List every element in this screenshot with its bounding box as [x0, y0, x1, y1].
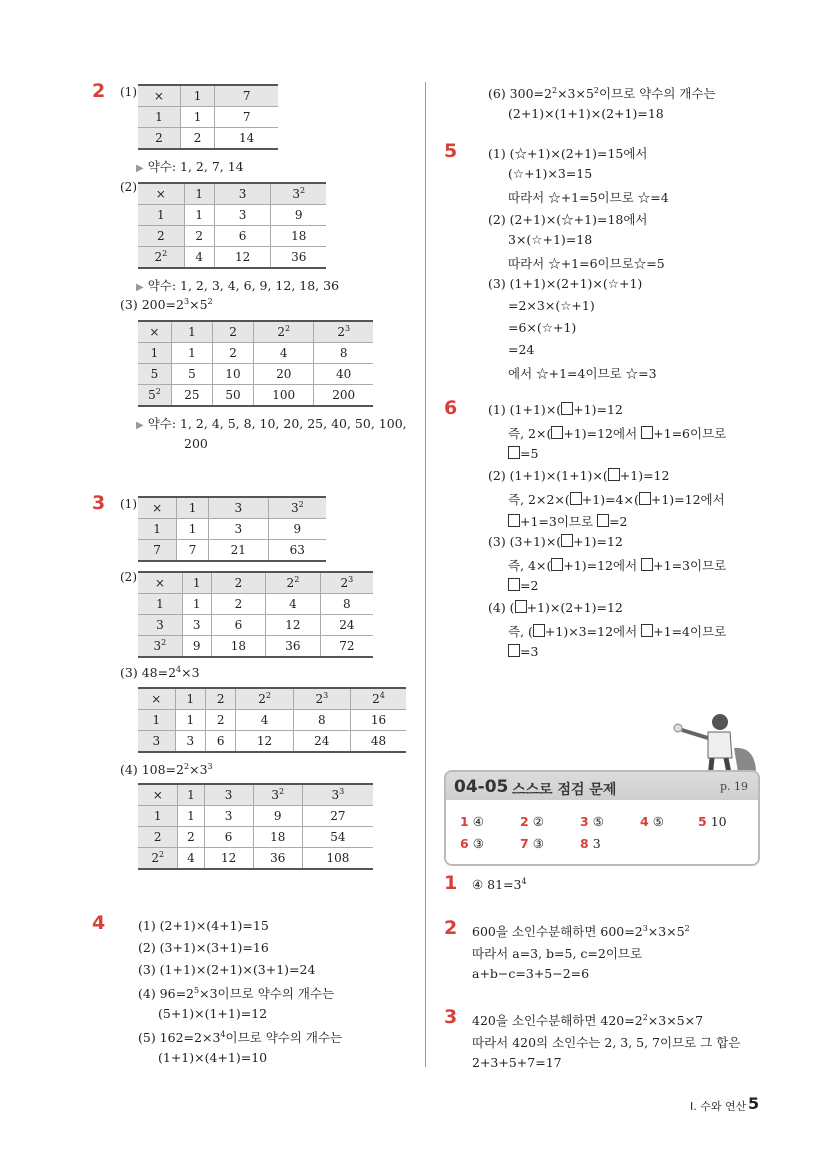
footer-section-title: I. 수와 연산 — [690, 1100, 747, 1113]
q5-line: 3×(☆+1)=18 — [508, 232, 593, 247]
self-check-3-number: 3 — [444, 1006, 458, 1028]
blank-box-icon — [561, 402, 573, 415]
q6-line: 즉, 2×2×( +1)=4×( +1)=12에서 — [508, 492, 725, 507]
answer-item: 4 ⑤ — [640, 814, 664, 829]
q6-line: =5 — [508, 446, 538, 461]
blank-box-icon — [508, 644, 520, 657]
q4-part6-line-1: (6) $300=2^2\times 3\times 5^2$이므로 약수의 개수는 — [488, 86, 716, 101]
q6-line: =3 — [508, 644, 538, 659]
answer-item: 6 ③ — [460, 836, 484, 851]
self-check-box — [444, 770, 760, 866]
self-check-3-line-1: 420을 소인수분해하면 $420=2^2\times 3\times 5\times 7$ — [472, 1013, 704, 1028]
q4-line-7: (1+1)×(4+1)=10 — [158, 1050, 268, 1065]
blank-box-icon — [561, 534, 573, 547]
blank-box-icon — [515, 600, 527, 613]
question-4-number: 4 — [92, 912, 106, 934]
q2-part2-divisors: ▶ 약수: 1, 2, 3, 4, 6, 9, 12, 18, 36 — [136, 278, 340, 293]
answer-item: 5 10 — [698, 814, 727, 829]
blank-box-icon — [533, 624, 545, 637]
q3-part2-table: × 1 2 $2^2$ $2^3$ 1 1 2 4 8 3 3 6 12 24 $3^2$ 9 18 36 72 — [138, 571, 373, 658]
blank-box-icon — [508, 514, 520, 527]
q5-line: =24 — [508, 342, 535, 357]
q6-line: 즉, ( +1)×3=12에서 +1=4이므로 — [508, 624, 727, 639]
question-2-number: 2 — [92, 80, 106, 102]
table-row — [138, 85, 278, 107]
self-check-code: 04-05 — [454, 777, 509, 797]
q5-line: 에서 ☆+1=4이므로 ☆=3 — [508, 366, 657, 381]
q3-part1-table: × 1 3 $3^2$ 1 1 3 9 7 7 21 63 — [138, 496, 326, 562]
q4-line-4: (4) $96=2^5\times 3$이므로 약수의 개수는 — [138, 986, 335, 1001]
q3-part4-equation: (4) $108=2^2\times 3^3$ — [120, 762, 213, 777]
q4-part6-line-2: (2+1)×(1+1)×(2+1)=18 — [508, 106, 664, 121]
q5-line: (3) (1+1)×(2+1)×(☆+1) — [488, 276, 643, 291]
q4-line-3: (3) (1+1)×(2+1)×(3+1)=24 — [138, 962, 316, 977]
answer-item: 2 ② — [520, 814, 544, 829]
self-check-page: p. 19 — [719, 780, 748, 793]
q3-part1-label: (1) — [120, 497, 137, 511]
self-check-2-line-1: 600을 소인수분해하면 $600=2^3\times 3\times 5^2$ — [472, 924, 690, 939]
q5-line: (1) (☆+1)×(2+1)=15에서 — [488, 146, 648, 161]
q2-part3-equation: (3) $200=2^3\times 5^2$ — [120, 297, 213, 312]
table-cell: 7 — [215, 85, 278, 107]
q4-line-2: (2) (3+1)×(3+1)=16 — [138, 940, 269, 955]
blank-box-icon — [641, 558, 653, 571]
q5-line: 따라서 ☆+1=6이므로☆=5 — [508, 256, 665, 271]
blank-box-icon — [641, 426, 653, 439]
self-check-3-line-3: 2+3+5+7=17 — [472, 1055, 562, 1070]
blank-box-icon — [551, 558, 563, 571]
self-check-1-line: ④ $81=3^4$ — [472, 877, 527, 892]
table-cell: 1 — [138, 107, 180, 128]
table-cell: 1 — [180, 107, 215, 128]
q6-line: (4) ( +1)×(2+1)=12 — [488, 600, 623, 615]
q5-line: (☆+1)×3=15 — [508, 166, 593, 181]
q6-line: (3) (3+1)×( +1)=12 — [488, 534, 623, 549]
q6-line: (1) (1+1)×( +1)=12 — [488, 402, 623, 417]
answer-item: 3 ⑤ — [580, 814, 604, 829]
table-cell: × — [138, 85, 180, 107]
q5-line: =2×3×(☆+1) — [508, 298, 595, 313]
q5-line: =6×(☆+1) — [508, 320, 577, 335]
blank-box-icon — [570, 492, 582, 505]
q6-line: 즉, 4×( +1)=12에서 +1=3이므로 — [508, 558, 727, 573]
column-divider — [425, 82, 426, 1067]
table-cell: 2 — [180, 128, 215, 150]
q4-line-5: (5+1)×(1+1)=12 — [158, 1006, 268, 1021]
q6-line: 즉, 2×( +1)=12에서 +1=6이므로 — [508, 426, 727, 441]
self-check-2-line-2: 따라서 a=3, b=5, c=2이므로 — [472, 946, 643, 961]
q5-line: (2) (2+1)×(☆+1)=18에서 — [488, 212, 648, 227]
q2-part3-divisors: ▶ 약수: 1, 2, 4, 5, 8, 10, 20, 25, 40, 50, 100, — [136, 416, 407, 431]
q2-part2-table: × 1 3 $3^2$ 1 1 3 9 2 2 6 18 $2^2$ 4 12 36 — [138, 182, 326, 269]
q3-part2-label: (2) — [120, 570, 137, 584]
blank-box-icon — [508, 446, 520, 459]
table-row — [138, 128, 278, 150]
blank-box-icon — [641, 624, 653, 637]
q6-line: +1=3이므로 =2 — [508, 512, 628, 530]
q5-line: 따라서 ☆+1=5이므로 ☆=4 — [508, 190, 669, 205]
blank-box-icon — [597, 514, 609, 527]
q4-line-6: (5) $162=2\times 3^4$이므로 약수의 개수는 — [138, 1030, 343, 1045]
table-cell: 14 — [215, 128, 278, 150]
table-cell: 7 — [215, 107, 278, 128]
self-check-title: 스스로 점검 문제 — [512, 782, 617, 798]
blank-box-icon — [639, 492, 651, 505]
q2-part2-label: (2) — [120, 180, 137, 194]
blank-box-icon — [508, 578, 520, 591]
self-check-1-number: 1 — [444, 872, 458, 894]
arrow-icon: ▶ — [136, 420, 144, 431]
q2-part1-divisors: ▶ 약수: 1, 2, 7, 14 — [136, 159, 244, 174]
footer-page-number: 5 — [748, 1094, 760, 1113]
q3-part3-table: × 1 2 $2^2$ $2^3$ $2^4$ 1 1 2 4 8 16 3 3 6 12 24 48 — [138, 687, 406, 753]
self-check-2-line-3: a+b−c=3+5−2=6 — [472, 966, 590, 981]
arrow-icon: ▶ — [136, 282, 144, 293]
q4-line-1: (1) (2+1)×(4+1)=15 — [138, 918, 269, 933]
table-row — [138, 107, 278, 128]
table-cell: 1 — [180, 85, 215, 107]
q6-line: =2 — [508, 578, 538, 593]
q2-part1-label: (1) — [120, 85, 137, 99]
self-check-2-number: 2 — [444, 917, 458, 939]
q3-part4-table: × 1 3 $3^2$ $3^3$ 1 1 3 9 27 2 2 6 18 54 $2^2$ 4 12 36 108 — [138, 783, 373, 870]
question-6-number: 6 — [444, 397, 458, 419]
self-check-3-line-2: 따라서 420의 소인수는 2, 3, 5, 7이므로 그 합은 — [472, 1035, 741, 1050]
q2-part3-table: × 1 2 $2^2$ $2^3$ 1 1 2 4 8 5 5 10 20 40 $5^2$ 25 50 100 200 — [138, 320, 373, 407]
question-3-number: 3 — [92, 492, 106, 514]
answer-item: 8 3 — [580, 836, 601, 851]
q3-part3-equation: (3) $48=2^4\times 3$ — [120, 665, 200, 680]
blank-box-icon — [551, 426, 563, 439]
answer-item: 1 ④ — [460, 814, 484, 829]
blank-box-icon — [608, 468, 620, 481]
question-5-number: 5 — [444, 140, 458, 162]
answer-item: 7 ③ — [520, 836, 544, 851]
q2-part3-divisors-cont: 200 — [184, 436, 208, 451]
self-check-header — [446, 772, 758, 800]
q2-part1-table — [138, 84, 278, 150]
table-cell: 2 — [138, 128, 180, 150]
q6-line: (2) (1+1)×(1+1)×( +1)=12 — [488, 468, 670, 483]
arrow-icon: ▶ — [136, 163, 144, 174]
